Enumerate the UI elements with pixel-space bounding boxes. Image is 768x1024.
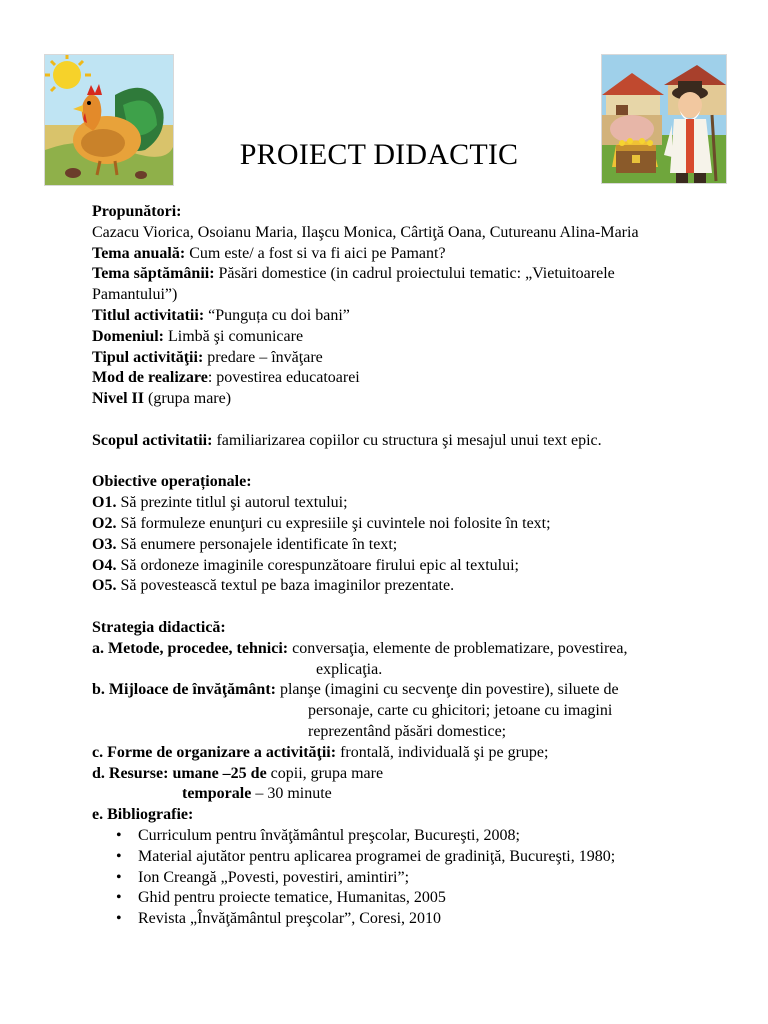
mijloace-line-3: reprezentând păsări domestice; xyxy=(308,722,507,740)
objective-o1: O1. Să prezinte titlul şi autorul textului; xyxy=(92,494,348,512)
domeniul: Domeniul: Limbă şi comunicare xyxy=(92,327,304,345)
bibliografie-heading: e. Bibliografie: xyxy=(92,806,194,824)
objective-o2: O2. Să formuleze enunţuri cu expresiile şi cuvintele noi folosite în text; xyxy=(92,514,551,532)
propunatori-heading: Propunători: xyxy=(92,203,182,220)
propunatori-value: Cazacu Viorica, Osoianu Maria, Ilaşcu Monica, Cârtiţă Oana, Cutureanu Alina-Maria xyxy=(92,223,639,241)
metode-line-1: a. Metode, procedee, tehnici: conversaţia, elemente de problematizare, povestirea, xyxy=(92,639,628,657)
objective-o4: O4. Să ordoneze imaginile corespunzătoare firului epic al textului; xyxy=(92,556,519,574)
document-title: PROIECT DIDACTIC xyxy=(239,138,519,171)
resurse-temporale: temporale – 30 minute xyxy=(182,785,332,803)
tipul-activitatii: Tipul activităţii: predare – învăţare xyxy=(92,348,323,366)
list-item: • Curriculum pentru învăţământul preşcolar, Bucureşti, 2008; xyxy=(116,826,752,847)
document-body xyxy=(92,202,752,930)
resurse-umane: d. Resurse: umane –25 de copii, grupa mare xyxy=(92,764,384,782)
nivel: Nivel II (grupa mare) xyxy=(92,390,232,408)
tema-saptamanii: Tema săptămânii: Păsări domestice (in cadrul proiectului tematic: „Vietuitoarele Pamantului”) xyxy=(92,265,615,304)
titlul-activitatii: Titlul activitatii: “Punguța cu doi bani” xyxy=(92,306,350,324)
forme-organizare: c. Forme de organizare a activităţii: frontală, individuală şi pe grupe; xyxy=(92,743,549,761)
objective-o5: O5. Să povestească textul pe baza imaginilor prezentate. xyxy=(92,577,455,595)
strategia-heading: Strategia didactică: xyxy=(92,618,226,636)
bibliografie-list xyxy=(92,826,752,930)
list-item: • Ion Creangă „Povesti, povestiri, amintiri”; xyxy=(116,868,752,889)
obiective-heading: Obiective operaționale: xyxy=(92,473,252,491)
tema-anuala: Tema anuală: Cum este/ a fost si va fi aici pe Pamant? xyxy=(92,244,446,262)
objective-o3: O3. Să enumere personajele identificate în text; xyxy=(92,535,398,553)
list-item: • Ghid pentru proiecte tematice, Humanitas, 2005 xyxy=(116,888,752,909)
metode-line-2: explicaţia. xyxy=(316,660,383,678)
mijloace-line-2: personaje, carte cu ghicitori; jetoane cu imagini xyxy=(308,702,613,720)
mod-de-realizare: Mod de realizare: povestirea educatoarei xyxy=(92,369,360,387)
list-item: • Revista „Învăţământul preşcolar”, Coresi, 2010 xyxy=(116,909,752,930)
mijloace-line-1: b. Mijloace de învăţământ: planşe (imagini cu secvenţe din povestire), siluete de xyxy=(92,681,619,699)
scopul-activitatii: Scopul activitatii: familiarizarea copiilor cu structura şi mesajul unui text epic. xyxy=(92,431,602,449)
list-item: • Material ajutător pentru aplicarea programei de gradiniţă, Bucureşti, 1980; xyxy=(116,847,752,868)
